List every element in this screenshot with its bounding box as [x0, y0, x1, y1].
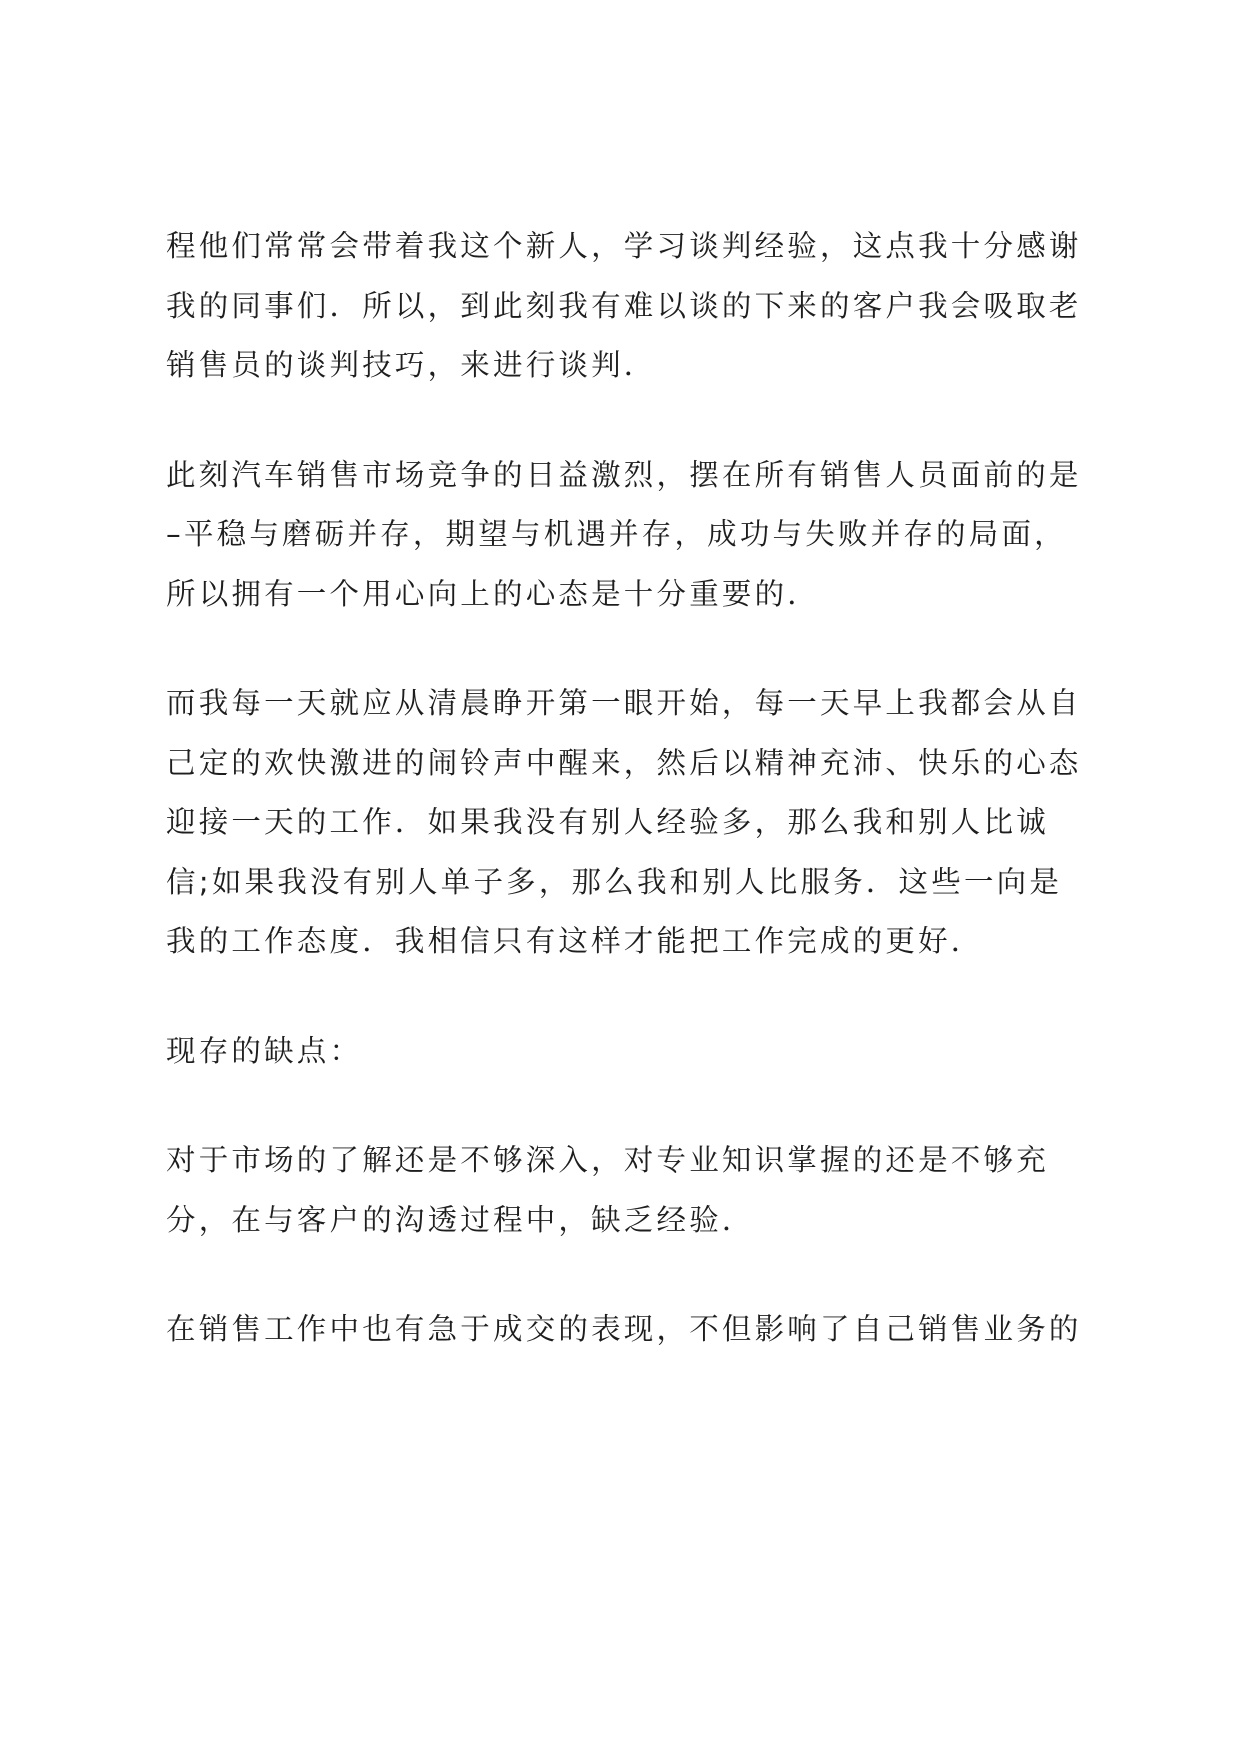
paragraph: [166, 446, 1096, 625]
text-line: 分，在与客户的沟透过程中，缺乏经验．: [166, 1202, 755, 1237]
text-line: 现存的缺点：: [166, 1033, 363, 1068]
text-line: 我的工作态度．我相信只有这样才能把工作完成的更好．: [166, 924, 984, 958]
section-heading: [166, 1022, 1096, 1082]
paragraph: [166, 217, 1096, 396]
paragraph: [166, 674, 1096, 972]
text-line: 而我每一天就应从清晨睁开第一眼开始，每一天早上我都会从自: [166, 686, 1082, 720]
paragraph: [166, 1300, 1096, 1360]
document-body: [166, 217, 1096, 1410]
text-line: 迎接一天的工作．如果我没有别人经验多，那么我和别人比诚: [166, 805, 1049, 839]
text-line: 己定的欢快激进的闹铃声中醒来，然后以精神充沛、快乐的心态: [166, 745, 1082, 780]
text-line: 我的同事们．所以，到此刻我有难以谈的下来的客户我会吸取老: [166, 288, 1082, 323]
text-line: 程他们常常会带着我这个新人，学习谈判经验，这点我十分感谢: [166, 229, 1082, 263]
paragraph: [166, 1131, 1096, 1250]
text-line: 销售员的谈判技巧，来进行谈判．: [166, 348, 657, 382]
text-line: 信;如果我没有别人单子多，那么我和别人比服务．这些一向是: [166, 864, 1063, 899]
text-line: 在销售工作中也有急于成交的表现，不但影响了自己销售业务的: [166, 1312, 1082, 1346]
text-line: –平稳与磨砺并存，期望与机遇并存，成功与失败并存的局面，: [166, 517, 1067, 551]
text-line: 所以拥有一个用心向上的心态是十分重要的．: [166, 576, 821, 611]
text-line: 对于市场的了解还是不够深入，对专业知识掌握的还是不够充: [166, 1143, 1049, 1177]
text-line: 此刻汽车销售市场竞争的日益激烈，摆在所有销售人员面前的是: [166, 457, 1082, 492]
